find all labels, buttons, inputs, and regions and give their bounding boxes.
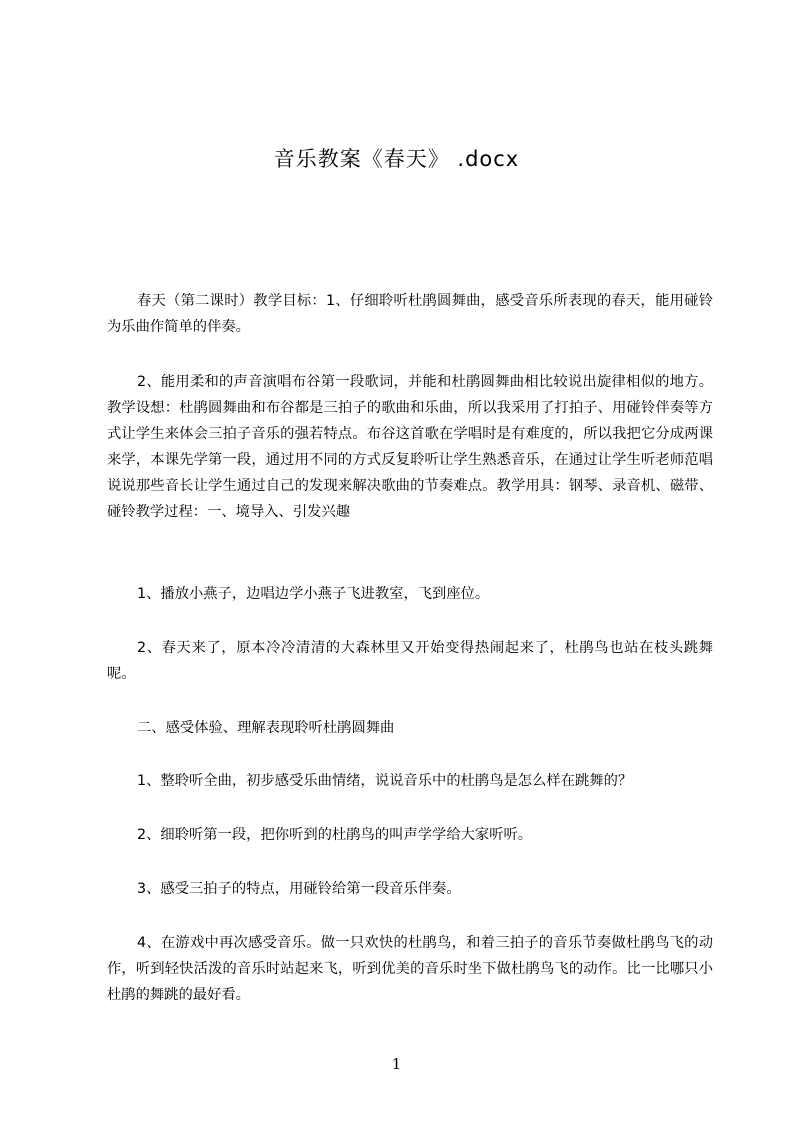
paragraph-game: 4、在游戏中再次感受音乐。做一只欢快的杜鹃鸟，和着三拍子的音乐节奏做杜鹃鸟飞的动作，听到轻快活泼的音乐时站起来飞，听到优美的音乐时坐下做杜鹃鸟飞的动作。比一比哪只小杜鹃的舞跳的最好看。 — [107, 935, 713, 1003]
paragraph-teaching-design: 2、能用柔和的声音演唱布谷第一段歌词，并能和杜鹃圆舞曲相比较说出旋律相似的地方。教学设想：杜鹃圆舞曲和布谷都是三拍子的歌曲和乐曲，所以我采用了打拍子、用碰铃伴奏等方式让学生来体会三拍子音乐的强若特点。布谷这首歌在学唱时是有难度的，所以我把它分成两课来学，本课先学第一段，通过用不同的方式反复聆听让学生熟悉音乐，在通过让学生听老师范唱说说那些音长让学生通过自己的发现来解决歌曲的节奏难点。教学用具：钢琴、录音机、磁带、碰铃教学过程：一、境导入、引发兴趣 — [107, 374, 713, 520]
document-title: 音乐教案《春天》 .docx — [273, 147, 520, 171]
paragraph-teaching-goal: 春天（第二课时）教学目标：1、仔细聆听杜鹃圆舞曲，感受音乐所表现的春天，能用碰铃为乐曲作简单的伴奏。 — [107, 293, 713, 335]
section-heading-experience: 二、感受体验、理解表现聆听杜鹃圆舞曲 — [137, 720, 395, 736]
paragraph-three-beat: 3、感受三拍子的特点，用碰铃给第一段音乐伴奏。 — [137, 881, 461, 897]
page-number: 1 — [391, 1055, 402, 1073]
paragraph-listen-first: 2、细聆听第一段，把你听到的杜鹃鸟的叫声学学给大家听听。 — [137, 827, 533, 843]
paragraph-listen-full: 1、整聆听全曲，初步感受乐曲情绪，说说音乐中的杜鹃鸟是怎么样在跳舞的？ — [137, 773, 633, 789]
paragraph-step-2: 2、春天来了，原本冷冷清清的大森林里又开始变得热闹起来了，杜鹃鸟也站在枝头跳舞呢。 — [107, 640, 713, 682]
paragraph-step-1: 1、播放小燕子，边唱边学小燕子飞进教室，飞到座位。 — [137, 586, 490, 602]
